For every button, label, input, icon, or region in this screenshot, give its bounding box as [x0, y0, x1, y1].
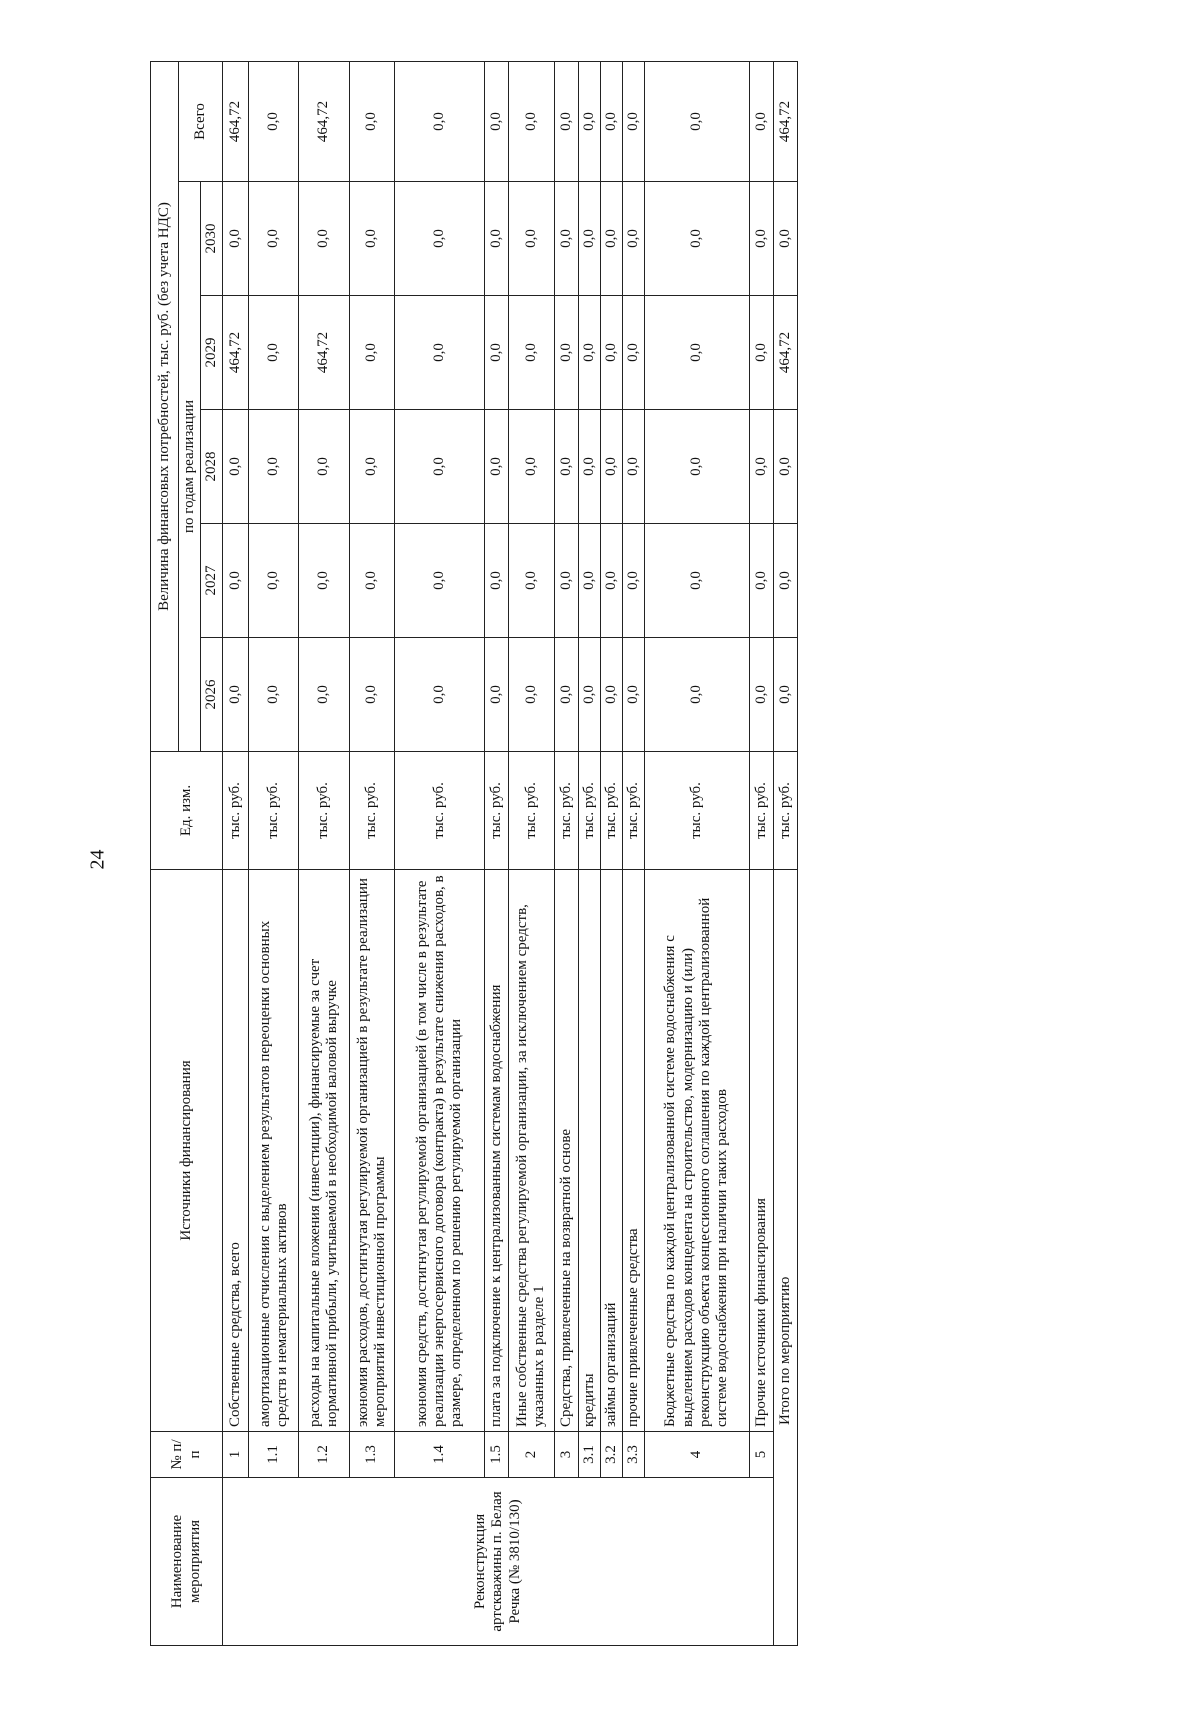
row-number: 1.5 — [484, 1432, 508, 1478]
row-source: экономия средств, достигнутая регулируемой организацией (в том числе в результате реализации энергосервисного договора (контракта) в результате снижения расходов, в размере, определенном по решению регулируемой организации — [395, 870, 485, 1432]
row-value: 0,0 — [622, 638, 644, 752]
row-value: 0,0 — [554, 296, 578, 410]
total-value: 464,72 — [773, 296, 797, 410]
total-unit: тыс. руб. — [773, 752, 797, 870]
header-year: 2026 — [201, 638, 223, 752]
row-value: 0,0 — [395, 410, 485, 524]
row-number: 3.2 — [600, 1432, 622, 1478]
row-value: 464,72 — [223, 62, 249, 182]
row-unit: тыс. руб. — [645, 752, 750, 870]
row-value: 0,0 — [578, 524, 600, 638]
row-source: амортизационные отчисления с выделением результатов переоценки основных средств и нематериальных активов — [249, 870, 299, 1432]
row-value: 0,0 — [395, 638, 485, 752]
header-year: 2028 — [201, 410, 223, 524]
row-value: 0,0 — [749, 182, 773, 296]
header-by-years: по годам реализации — [179, 182, 201, 752]
row-value: 0,0 — [622, 524, 644, 638]
row-value: 0,0 — [249, 638, 299, 752]
row-value: 0,0 — [600, 296, 622, 410]
row-value: 0,0 — [749, 524, 773, 638]
row-value: 0,0 — [508, 182, 554, 296]
row-value: 0,0 — [622, 182, 644, 296]
header-year: 2029 — [201, 296, 223, 410]
header-year: 2030 — [201, 182, 223, 296]
row-number: 3 — [554, 1432, 578, 1478]
row-number: 5 — [749, 1432, 773, 1478]
header-unit: Ед. изм. — [151, 752, 223, 870]
row-value: 0,0 — [578, 638, 600, 752]
row-value: 0,0 — [578, 410, 600, 524]
row-value: 0,0 — [223, 638, 249, 752]
row-value: 0,0 — [749, 410, 773, 524]
row-number: 1.2 — [299, 1432, 349, 1478]
row-value: 0,0 — [622, 410, 644, 524]
row-unit: тыс. руб. — [600, 752, 622, 870]
row-value: 0,0 — [249, 296, 299, 410]
row-source: расходы на капитальные вложения (инвестиции), финансируемые за счет нормативной прибыли, учитываемой в необходимой валовой выручке — [299, 870, 349, 1432]
row-value: 0,0 — [349, 182, 395, 296]
header-value: Величина финансовых потребностей, тыс. руб. (без учета НДС) — [151, 62, 179, 752]
row-value: 0,0 — [600, 62, 622, 182]
row-unit: тыс. руб. — [249, 752, 299, 870]
table-row — [749, 62, 773, 1646]
table-row — [299, 62, 349, 1646]
row-value: 0,0 — [223, 182, 249, 296]
row-source: займы организаций — [600, 870, 622, 1432]
row-number: 4 — [645, 1432, 750, 1478]
measure-name: Реконструкция артскважины п. Белая Речка (№ 3810/130) — [223, 1478, 774, 1646]
row-value: 0,0 — [395, 62, 485, 182]
row-value: 0,0 — [395, 182, 485, 296]
row-number: 1.4 — [395, 1432, 485, 1478]
row-unit: тыс. руб. — [484, 752, 508, 870]
row-value: 0,0 — [508, 296, 554, 410]
header-total: Всего — [179, 62, 223, 182]
row-value: 0,0 — [749, 638, 773, 752]
row-value: 0,0 — [223, 410, 249, 524]
row-source: экономия расходов, достигнутая регулируемой организацией в результате реализации мероприятий инвестиционной программы — [349, 870, 395, 1432]
row-value: 0,0 — [554, 524, 578, 638]
row-value: 464,72 — [223, 296, 249, 410]
row-unit: тыс. руб. — [749, 752, 773, 870]
header-year: 2027 — [201, 524, 223, 638]
table-row — [349, 62, 395, 1646]
row-source: Бюджетные средства по каждой централизованной системе водоснабжения с выделением расходов концедента на строительство, модернизацию и (или) реконструкцию объекта концессионного соглашения по каждой централизованной системе водоснабжения при наличии таких расходов — [645, 870, 750, 1432]
row-unit: тыс. руб. — [554, 752, 578, 870]
total-row — [773, 62, 797, 1646]
row-value: 0,0 — [349, 62, 395, 182]
row-unit: тыс. руб. — [622, 752, 644, 870]
total-label: Итого по мероприятию — [773, 870, 797, 1646]
row-unit: тыс. руб. — [508, 752, 554, 870]
total-value: 0,0 — [773, 524, 797, 638]
page-number: 24 — [86, 849, 109, 870]
row-unit: тыс. руб. — [299, 752, 349, 870]
row-source: Собственные средства, всего — [223, 870, 249, 1432]
table-row — [622, 62, 644, 1646]
row-value: 0,0 — [600, 524, 622, 638]
row-value: 0,0 — [645, 524, 750, 638]
row-unit: тыс. руб. — [395, 752, 485, 870]
table-row — [484, 62, 508, 1646]
row-value: 0,0 — [299, 638, 349, 752]
row-value: 0,0 — [508, 638, 554, 752]
table-row — [395, 62, 485, 1646]
financing-table-sheet — [150, 62, 798, 1646]
table-row — [223, 62, 249, 1646]
row-source: прочие привлеченные средства — [622, 870, 644, 1432]
table-row — [645, 62, 750, 1646]
row-value: 0,0 — [484, 296, 508, 410]
table-row — [508, 62, 554, 1646]
row-value: 464,72 — [299, 62, 349, 182]
row-value: 0,0 — [622, 62, 644, 182]
row-value: 0,0 — [249, 182, 299, 296]
table-row — [578, 62, 600, 1646]
row-source: Иные собственные средства регулируемой организации, за исключением средств, указанных в разделе 1 — [508, 870, 554, 1432]
row-source: кредиты — [578, 870, 600, 1432]
row-value: 0,0 — [600, 410, 622, 524]
row-value: 0,0 — [484, 182, 508, 296]
row-unit: тыс. руб. — [578, 752, 600, 870]
table-row — [249, 62, 299, 1646]
row-value: 0,0 — [299, 410, 349, 524]
row-value: 0,0 — [484, 524, 508, 638]
row-value: 0,0 — [395, 296, 485, 410]
row-value: 0,0 — [554, 62, 578, 182]
row-value: 0,0 — [600, 182, 622, 296]
row-source: плата за подключение к централизованным системам водоснабжения — [484, 870, 508, 1432]
row-value: 0,0 — [508, 524, 554, 638]
row-source: Прочие источники финансирования — [749, 870, 773, 1432]
row-source: Средства, привлеченные на возвратной основе — [554, 870, 578, 1432]
row-value: 0,0 — [645, 410, 750, 524]
table-row — [600, 62, 622, 1646]
row-value: 464,72 — [299, 296, 349, 410]
row-value: 0,0 — [645, 296, 750, 410]
row-value: 0,0 — [395, 524, 485, 638]
row-value: 0,0 — [484, 638, 508, 752]
row-value: 0,0 — [645, 182, 750, 296]
financing-table — [150, 61, 798, 1646]
row-value: 0,0 — [349, 296, 395, 410]
row-number: 1.3 — [349, 1432, 395, 1478]
row-value: 0,0 — [484, 62, 508, 182]
row-value: 0,0 — [299, 182, 349, 296]
row-value: 0,0 — [249, 62, 299, 182]
row-value: 0,0 — [554, 638, 578, 752]
row-value: 0,0 — [299, 524, 349, 638]
row-unit: тыс. руб. — [349, 752, 395, 870]
row-number: 3.1 — [578, 1432, 600, 1478]
row-value: 0,0 — [645, 638, 750, 752]
header-source: Источники финансирования — [151, 870, 223, 1432]
row-value: 0,0 — [554, 410, 578, 524]
row-value: 0,0 — [622, 296, 644, 410]
row-value: 0,0 — [578, 182, 600, 296]
row-value: 0,0 — [645, 62, 750, 182]
row-number: 1 — [223, 1432, 249, 1478]
row-unit: тыс. руб. — [223, 752, 249, 870]
row-value: 0,0 — [484, 410, 508, 524]
row-value: 0,0 — [223, 524, 249, 638]
total-value: 0,0 — [773, 182, 797, 296]
table-row — [554, 62, 578, 1646]
row-value: 0,0 — [349, 410, 395, 524]
total-value: 0,0 — [773, 410, 797, 524]
row-number: 1.1 — [249, 1432, 299, 1478]
row-value: 0,0 — [749, 62, 773, 182]
row-value: 0,0 — [508, 410, 554, 524]
header-number: № п/п — [151, 1432, 223, 1478]
row-value: 0,0 — [749, 296, 773, 410]
row-value: 0,0 — [349, 638, 395, 752]
total-value: 0,0 — [773, 638, 797, 752]
row-value: 0,0 — [554, 182, 578, 296]
row-number: 3.3 — [622, 1432, 644, 1478]
header-measure-name: Наименование мероприятия — [151, 1478, 223, 1646]
row-value: 0,0 — [600, 638, 622, 752]
total-value: 464,72 — [773, 62, 797, 182]
row-number: 2 — [508, 1432, 554, 1478]
row-value: 0,0 — [249, 524, 299, 638]
row-value: 0,0 — [508, 62, 554, 182]
row-value: 0,0 — [578, 296, 600, 410]
row-value: 0,0 — [578, 62, 600, 182]
row-value: 0,0 — [349, 524, 395, 638]
row-value: 0,0 — [249, 410, 299, 524]
